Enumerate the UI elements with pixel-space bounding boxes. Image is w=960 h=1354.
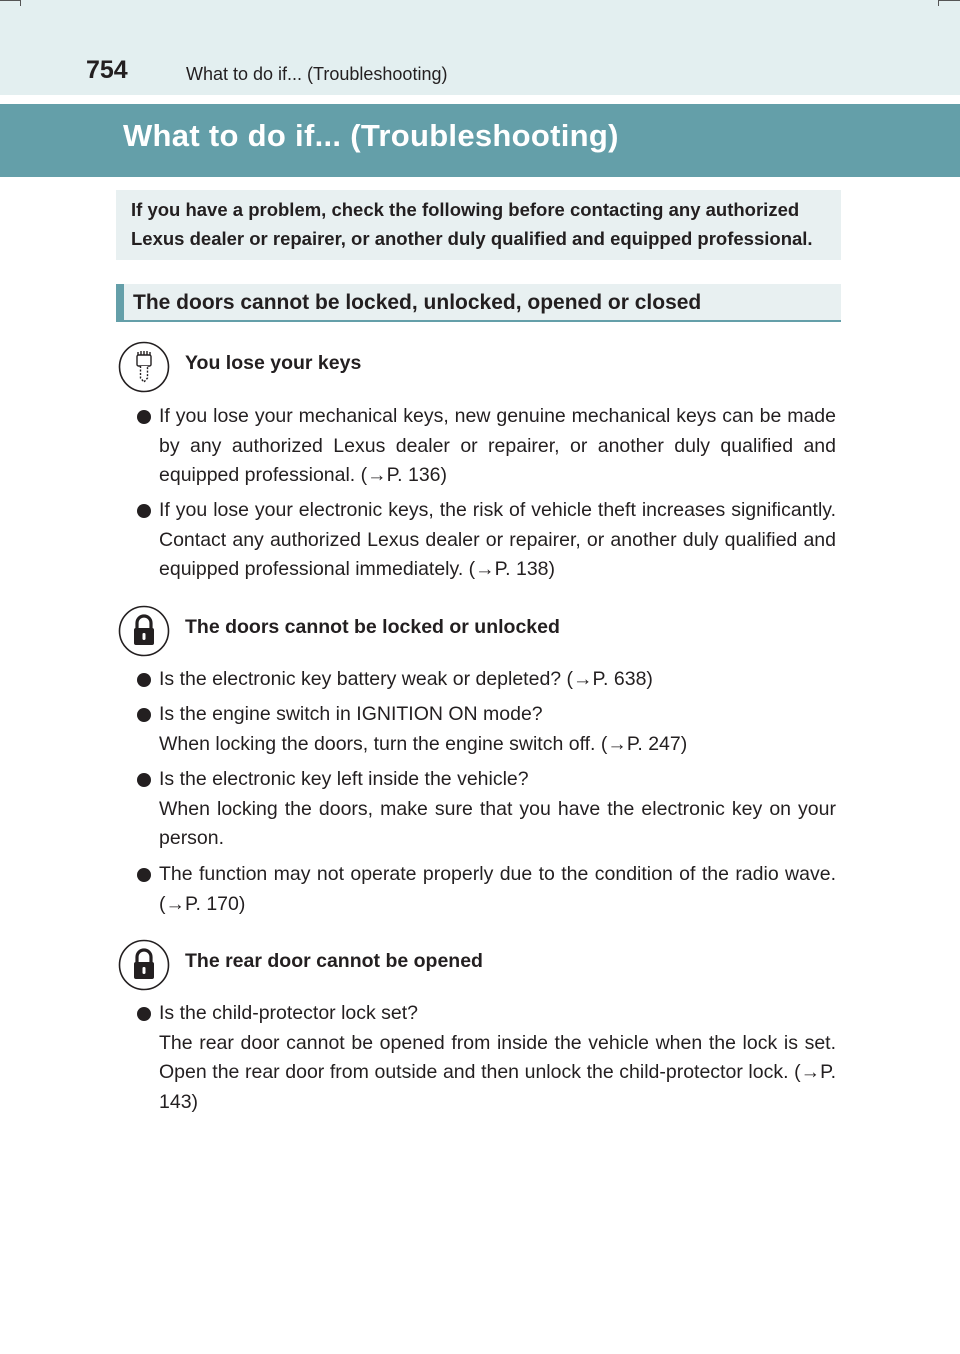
bullet-dot (137, 673, 151, 687)
bullet-text: The rear door cannot be opened from inside the vehicle when the lock is set. Open the rear door from outside and then unlock the child-protector lock. (→P. 143) (159, 1031, 836, 1113)
list-item (131, 402, 836, 491)
intro-text: If you have a problem, check the following before contacting any authorized Lexus dealer or repairer, or another duly qualified and equipped professional. (131, 199, 813, 249)
crop-mark (938, 0, 960, 1)
page-title: What to do if... (Troubleshooting) (123, 118, 619, 153)
list-item (131, 860, 836, 919)
bullet-text: If you lose your electronic keys, the risk of vehicle theft increases significantly. Contact any authorized Lexus dealer or repairer, or another duly qualified and equipped professional immediately. (→P. 138) (159, 499, 836, 580)
bullet-text: If you lose your mechanical keys, new genuine mechanical keys can be made by any authorized Lexus dealer or repairer, or another duly qualified and equipped professional. (→P. 136) (159, 405, 836, 486)
padlock-icon (118, 605, 170, 657)
running-head: What to do if... (Troubleshooting) (186, 64, 448, 84)
crop-mark (20, 0, 21, 6)
subsection-title-lost-keys: You lose your keys (185, 352, 362, 374)
crop-mark (938, 0, 939, 6)
bullet-text: The function may not operate properly due to the condition of the radio wave. (→P. 170) (159, 863, 836, 915)
list-item (131, 665, 836, 695)
subsection-title-lock-unlock: The doors cannot be locked or unlocked (185, 616, 560, 638)
bullet-text: When locking the doors, make sure that you have the electronic key on your person. (159, 797, 836, 849)
list-item (131, 765, 836, 854)
crop-mark (0, 0, 20, 1)
bullet-dot (137, 1007, 151, 1021)
key-icon (118, 341, 170, 393)
header-band (0, 0, 960, 95)
bullet-text: When locking the doors, turn the engine switch off. (→P. 247) (159, 732, 688, 755)
bullet-dot (137, 410, 151, 424)
bullet-text: Is the electronic key left inside the vehicle? (159, 768, 529, 790)
bullet-dot (137, 773, 151, 787)
subsection-title-rear-door: The rear door cannot be opened (185, 950, 483, 972)
list-item (131, 496, 836, 585)
section-heading: The doors cannot be locked, unlocked, opened or closed (133, 291, 702, 314)
bullet-text: Is the engine switch in IGNITION ON mode? (159, 703, 543, 725)
bullet-text: Is the electronic key battery weak or depleted? (→P. 638) (159, 668, 653, 690)
bullet-dot (137, 708, 151, 722)
bullet-dot (137, 504, 151, 518)
list-item (131, 700, 836, 759)
list-item (131, 999, 836, 1117)
bullet-dot (137, 868, 151, 882)
page-number: 754 (86, 56, 128, 84)
padlock-icon (118, 939, 170, 991)
bullet-text: Is the child-protector lock set? (159, 1002, 419, 1024)
